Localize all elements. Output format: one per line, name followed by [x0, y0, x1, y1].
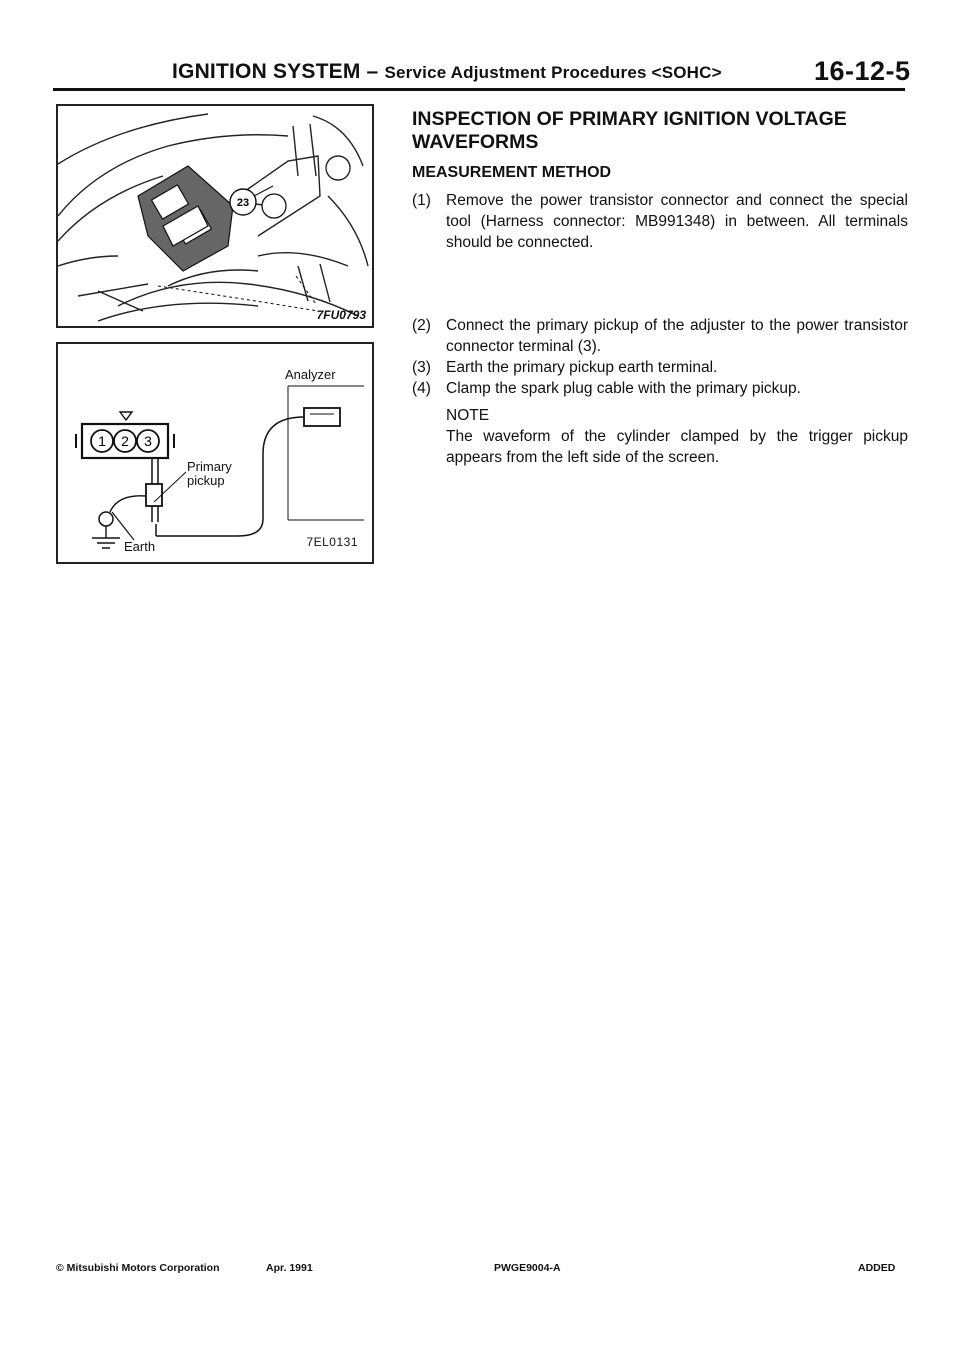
engine-line-drawing: [58, 106, 372, 326]
page-header: [0, 0, 960, 96]
terminal-1-label: 1: [98, 433, 106, 449]
step-item: [412, 357, 908, 378]
step-text: Earth the primary pickup earth terminal.: [446, 359, 718, 376]
connection-diagram: [56, 342, 374, 564]
section-title-line2: WAVEFORMS: [412, 131, 539, 153]
step-number: (2): [412, 317, 431, 334]
step-number: (4): [412, 380, 431, 397]
engine-bay-illustration: [56, 104, 374, 328]
footer-status: ADDED: [858, 1262, 896, 1274]
step-number: (1): [412, 192, 431, 209]
header-title-sub: Service Adjustment Procedures <SOHC>: [384, 63, 722, 82]
step-group-2: [412, 315, 908, 468]
photo-figure-code: 7FU0793: [316, 308, 366, 322]
photo-badge-number: 23: [236, 197, 250, 209]
diagram-figure-code: 7EL0131: [306, 535, 358, 549]
earth-label: Earth: [124, 539, 156, 554]
page-number: 16-12-5: [814, 56, 911, 86]
analyzer-label: Analyzer: [285, 367, 336, 382]
step-item: [412, 315, 908, 357]
step-text: Clamp the spark plug cable with the primary pickup.: [446, 380, 801, 397]
header-rule: [53, 88, 905, 91]
main-content: [412, 108, 908, 468]
header-title-main: IGNITION SYSTEM –: [172, 60, 379, 83]
header-title: [172, 60, 722, 84]
pickup-label-line2: pickup: [187, 473, 225, 488]
method-title: MEASUREMENT METHOD: [412, 164, 612, 181]
pickup-label-line1: Primary: [187, 459, 232, 474]
footer-copyright: © Mitsubishi Motors Corporation: [56, 1262, 220, 1274]
section-title: [412, 108, 908, 154]
footer-doc-code: PWGE9004-A: [494, 1262, 561, 1274]
step-group-1: [412, 190, 908, 253]
note-label: NOTE: [446, 407, 490, 424]
section-title-line1: INSPECTION OF PRIMARY IGNITION VOLTAGE: [412, 108, 847, 130]
step-number: (3): [412, 359, 431, 376]
step-item: [412, 378, 908, 399]
step-item: [412, 190, 908, 253]
footer-date: Apr. 1991: [266, 1262, 313, 1274]
terminal-2-label: 2: [121, 433, 129, 449]
terminal-3-label: 3: [144, 433, 152, 449]
step-text: Remove the power transistor connector and connect the special tool (Harness connector: MB991348) in between. All terminals should be connected.: [446, 192, 908, 251]
note-block: [446, 405, 908, 468]
step-text: Connect the primary pickup of the adjuster to the power transistor connector terminal (3).: [446, 317, 908, 355]
note-text: The waveform of the cylinder clamped by the trigger pickup appears from the left side of the screen.: [446, 428, 908, 466]
